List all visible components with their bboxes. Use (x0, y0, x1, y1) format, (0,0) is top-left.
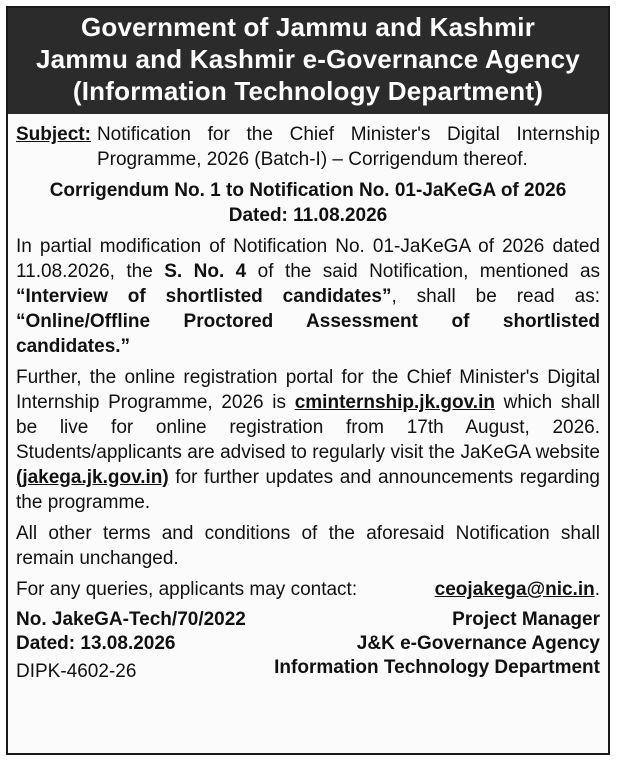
paragraph-registration (16, 365, 600, 515)
footer-reference (16, 608, 246, 684)
issue-date: Dated: 13.08.2026 (16, 633, 176, 654)
para1-text-2: of the said Notification, mentioned as (246, 261, 601, 282)
portal-link[interactable]: cminternship.jk.gov.in (294, 392, 495, 413)
signature-block (274, 608, 600, 684)
contact-suffix: . (594, 579, 600, 600)
para1-old-text: “Interview of shortlisted candidates” (16, 286, 392, 307)
paragraph-terms: All other terms and conditions of the aforesaid Notification shall remain unchanged. (16, 523, 600, 569)
corrigendum-date: Dated: 11.08.2026 (228, 205, 388, 226)
contact-email-link[interactable]: ceojakega@nic.in (434, 579, 595, 600)
notice-body (8, 114, 608, 684)
contact-line (16, 577, 600, 602)
notification-notice (6, 6, 610, 755)
header-line-department: (Information Technology Department) (72, 76, 544, 106)
notice-footer (16, 608, 600, 684)
para1-text-1: In partial modification of Notification No. 01-JaKeGA of 2026 dated 11.08.2026, the (16, 236, 600, 282)
dipk-number: DIPK-4602-26 (16, 661, 137, 682)
header-line-government: Government of Jammu and Kashmir (80, 12, 536, 42)
subject-text: Notification for the Chief Minister's Digital Internship Programme, 2026 (Batch-I) – Corrigendum thereof. (96, 124, 600, 170)
signatory-department: Information Technology Department (274, 657, 600, 678)
corrigendum-title: Corrigendum No. 1 to Notification No. 01-JaKeGA of 2026 (49, 180, 567, 201)
website-link[interactable]: (jakega.jk.gov.in) (16, 467, 169, 488)
notice-header (8, 8, 608, 114)
reference-number: No. JakeGA-Tech/70/2022 (16, 609, 246, 630)
contact-text: For any queries, applicants may contact: (16, 579, 358, 600)
signatory-title: Project Manager (452, 609, 600, 630)
signatory-agency: J&K e-Governance Agency (356, 633, 600, 654)
para1-new-text: “Online/Offline Proctored Assessment of shortlisted candidates.” (16, 311, 600, 357)
para2-text-3: for further updates and announcements regarding the programme. (16, 467, 600, 513)
para2-text-1: Further, the online registration portal for the Chief Minister's Digital Internship Programme, 2026 is (16, 367, 600, 413)
paragraph-modification (16, 234, 600, 359)
para1-text-3: , shall be read as: (391, 286, 600, 307)
para2-text-2: which shall be live for online registration from 17th August, 2026. Students/applicants are advised to regularly visit the JaKeGA website (16, 392, 600, 463)
para1-serial-number: S. No. 4 (164, 261, 247, 282)
subject-block (16, 122, 600, 172)
subject-label: Subject: (16, 124, 91, 145)
header-line-agency: Jammu and Kashmir e-Governance Agency (36, 44, 580, 74)
